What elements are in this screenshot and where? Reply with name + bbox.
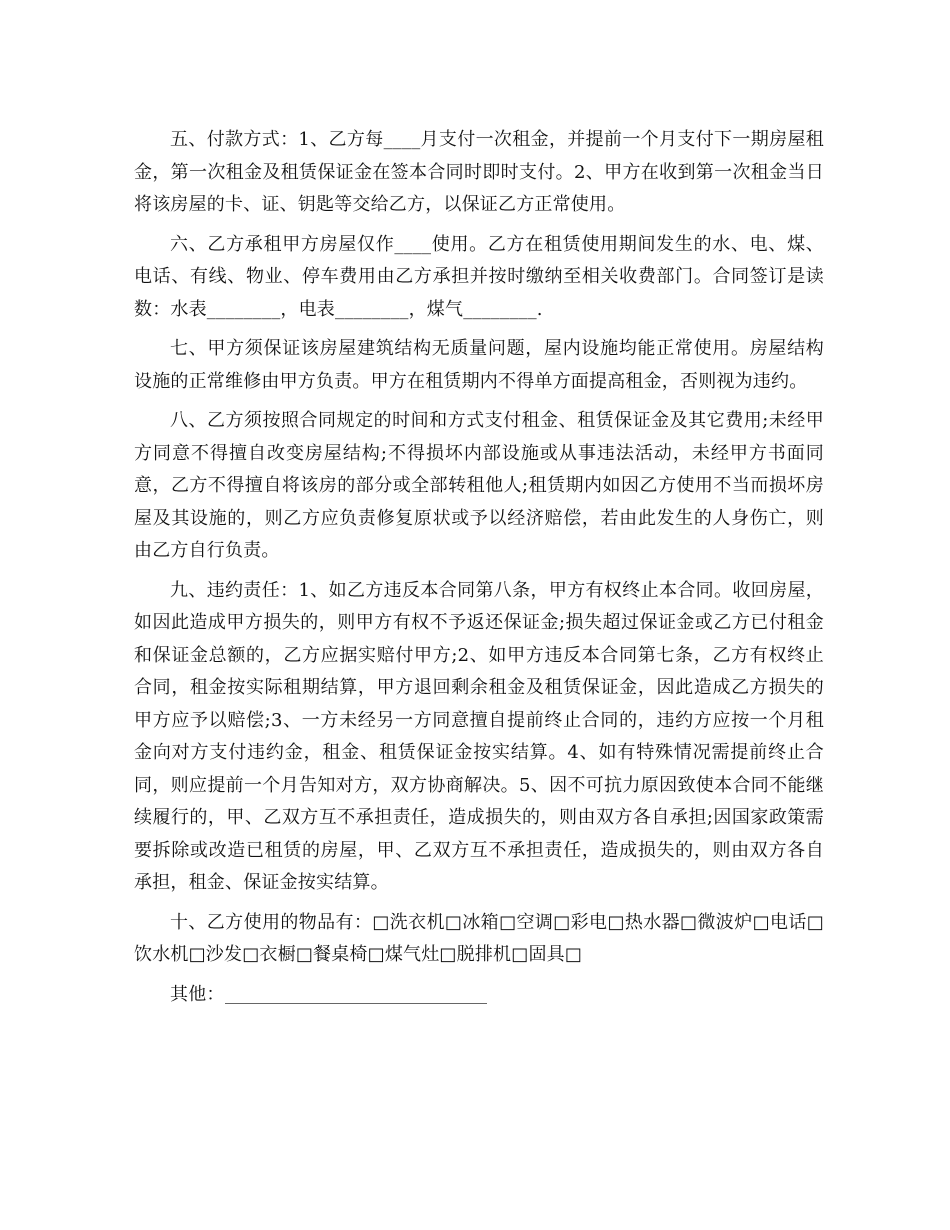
other-line	[134, 979, 824, 1012]
clause-9-liability: 九、违约责任：1、如乙方违反本合同第八条，甲方有权终止本合同。收回房屋，如因此造成甲方损失的，则甲方有权不予返还保证金;损失超过保证金或乙方已付租金和保证金总额的，乙方应据实赔付甲方;2、如甲方违反本合同第七条，乙方有权终止合同，租金按实际租期结算，甲方退回剩余租金及租赁保证金，因此造成乙方损失的甲方应予以赔偿;3、一方未经另一方同意擅自提前终止合同的，违约方应按一个月租金向对方支付违约金，租金、租赁保证金按实结算。4、如有特殊情况需提前终止合同，则应提前一个月告知对方，双方协商解决。5、因不可抗力原因致使本合同不能继续履行的，甲、乙双方互不承担责任，造成损失的，则由双方各自承担;因国家政策需要拆除或改造已租赁的房屋，甲、乙双方互不承担责任，造成损失的，则由双方各自承担，租金、保证金按实结算。	[134, 579, 824, 893]
document-body	[134, 124, 824, 1011]
other-blank-line	[225, 985, 487, 1004]
clause-8-tenant-duty: 八、乙方须按照合同规定的时间和方式支付租金、租赁保证金及其它费用;未经甲方同意不得擅自改变房屋结构;不得损坏内部设施或从事违法活动，未经甲方书面同意，乙方不得擅自将该房的部分或全部转租他人;租赁期内如因乙方使用不当而损坏房屋及其设施的，则乙方应负责修复原状或予以经济赔偿，若由此发生的人身伤亡，则由乙方自行负责。	[134, 410, 824, 561]
clause-6-usage: 六、乙方承租甲方房屋仅作____使用。乙方在租赁使用期间发生的水、电、煤、电话、有线、物业、停车费用由乙方承担并按时缴纳至相关收费部门。合同签订是读数：水表________，电表________，煤气________.	[134, 233, 824, 320]
clause-10-items: 十、乙方使用的物品有：□洗衣机□冰箱□空调□彩电□热水器□微波炉□电话□饮水机□沙发□衣橱□餐桌椅□煤气灶□脱排机□固具□	[134, 911, 824, 965]
clause-5-payment: 五、付款方式：1、乙方每____月支付一次租金，并提前一个月支付下一期房屋租金，第一次租金及租赁保证金在签本合同时即时支付。2、甲方在收到第一次租金当日将该房屋的卡、证、钥匙等交给乙方，以保证乙方正常使用。	[134, 129, 824, 215]
clause-7-landlord-duty: 七、甲方须保证该房屋建筑结构无质量问题，屋内设施均能正常使用。房屋结构设施的正常维修由甲方负责。甲方在租赁期内不得单方面提高租金，否则视为违约。	[134, 338, 824, 392]
other-label: 其他：	[170, 983, 225, 1005]
